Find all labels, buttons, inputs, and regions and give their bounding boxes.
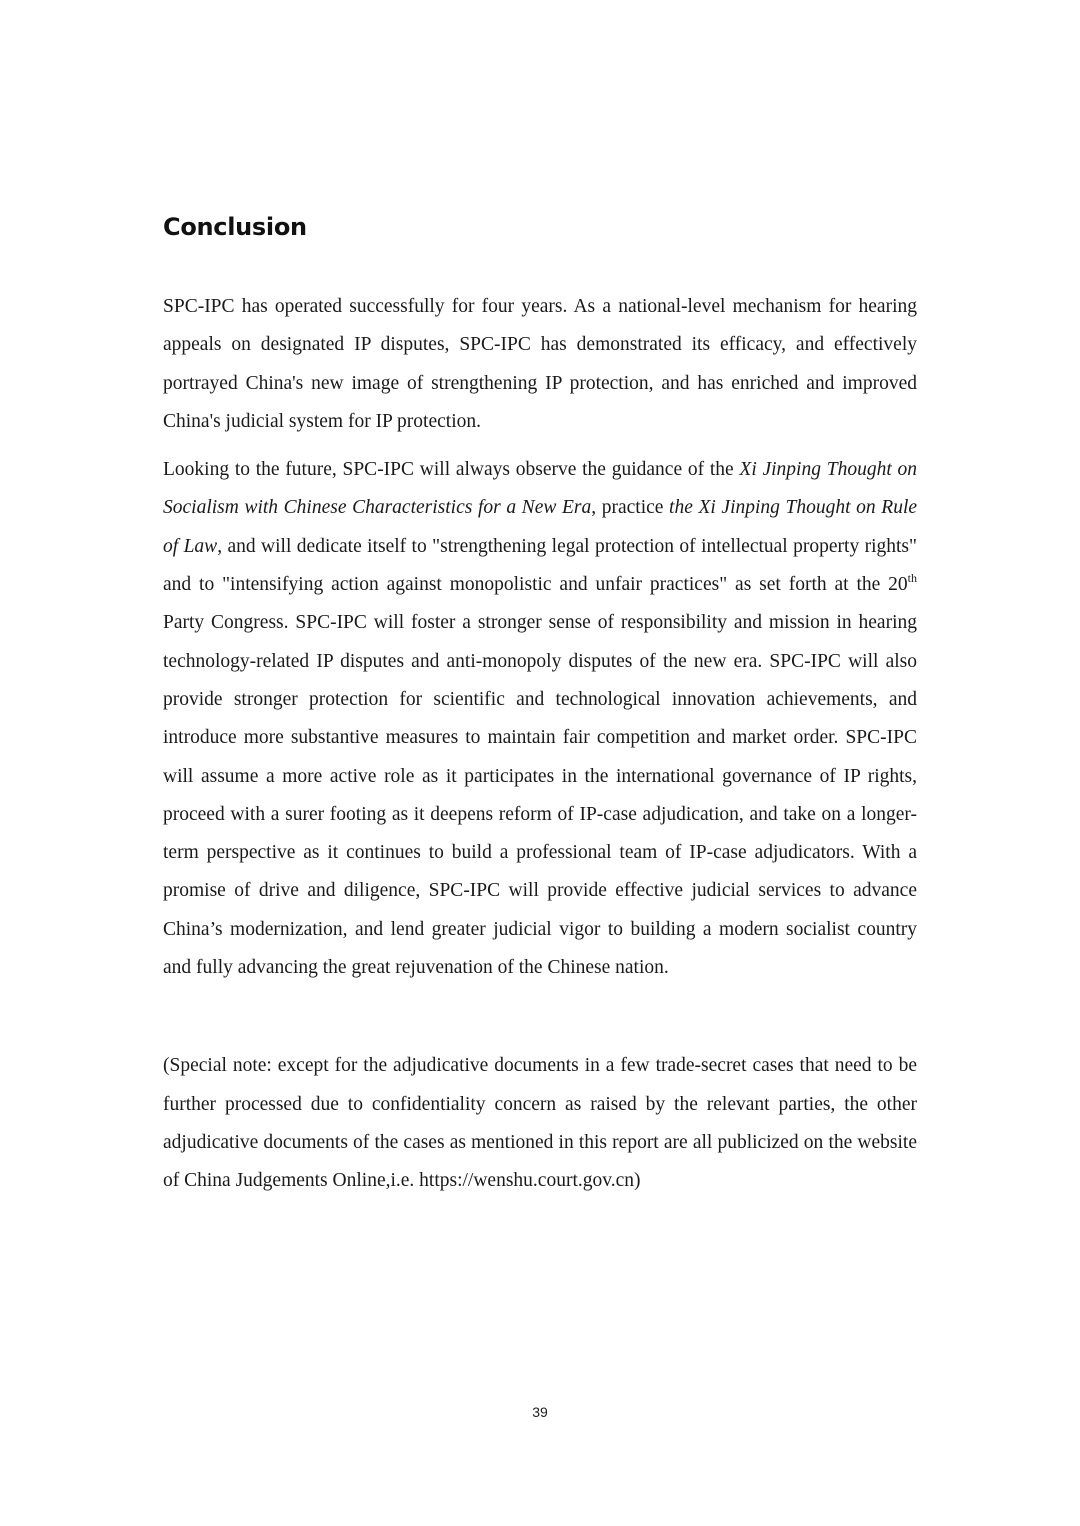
paragraph-future-italic-title-2: the Xi Jinping Thought on Rule of Law [163,497,918,557]
page-content [163,208,917,1201]
paragraph-future-italic-title-1: Xi Jinping Thought on Socialism with Chinese Characteristics for a New Era [163,459,917,519]
paragraph-achievements: SPC-IPC has operated successfully for four years. As a national-level mechanism for hearing appeals on designated IP disputes, SPC-IPC has demonstrated its efficacy, and effectively portrayed China's new image of strengthening IP protection, and has enriched and improved China's judicial system for IP protection. [163,296,917,432]
special-note: (Special note: except for the adjudicative documents in a few trade-secret cases that need to be further processed due to confidentiality concern as raised by the relevant parties, the other adjudicative documents of the cases as mentioned in this report are all publicized on the website of China Judgements Online,i.e. https://wenshu.court.gov.cn) [163,1055,917,1192]
ordinal-superscript: th [907,571,917,586]
paragraph-future-text-1: Looking to the future, SPC-IPC will always observe the guidance of the [163,459,740,481]
section-heading: Conclusion [163,213,307,241]
paragraph-future-text-4: Party Congress. SPC-IPC will foster a stronger sense of responsibility and mission in hearing technology-related IP disputes and anti-monopoly disputes of the new era. SPC-IPC will also provide stronger protection for scientific and technological innovation achievements, and introduce more substantive measures to maintain fair competition and market order. SPC-IPC will assume a more active role as it participates in the international governance of IP rights, proceed with a surer footing as it deepens reform of IP-case adjudication, and take on a longer-term perspective as it continues to build a professional team of IP-case adjudicators. With a promise of drive and diligence, SPC-IPC will provide effective judicial services to advance China’s modernization, and lend greater judicial vigor to building a modern socialist country and fully advancing the great rejuvenation of the Chinese nation. [163,612,917,979]
page-number: 39 [532,1404,548,1420]
paragraph-future [163,451,917,987]
paragraph-future-text-3: , and will dedicate itself to "strengthening legal protection of intellectual property rights" and to "intensifying action against monopolistic and unfair practices" as set forth at the 20 [163,535,917,596]
paragraph-future-text-2: , practice [591,497,670,519]
